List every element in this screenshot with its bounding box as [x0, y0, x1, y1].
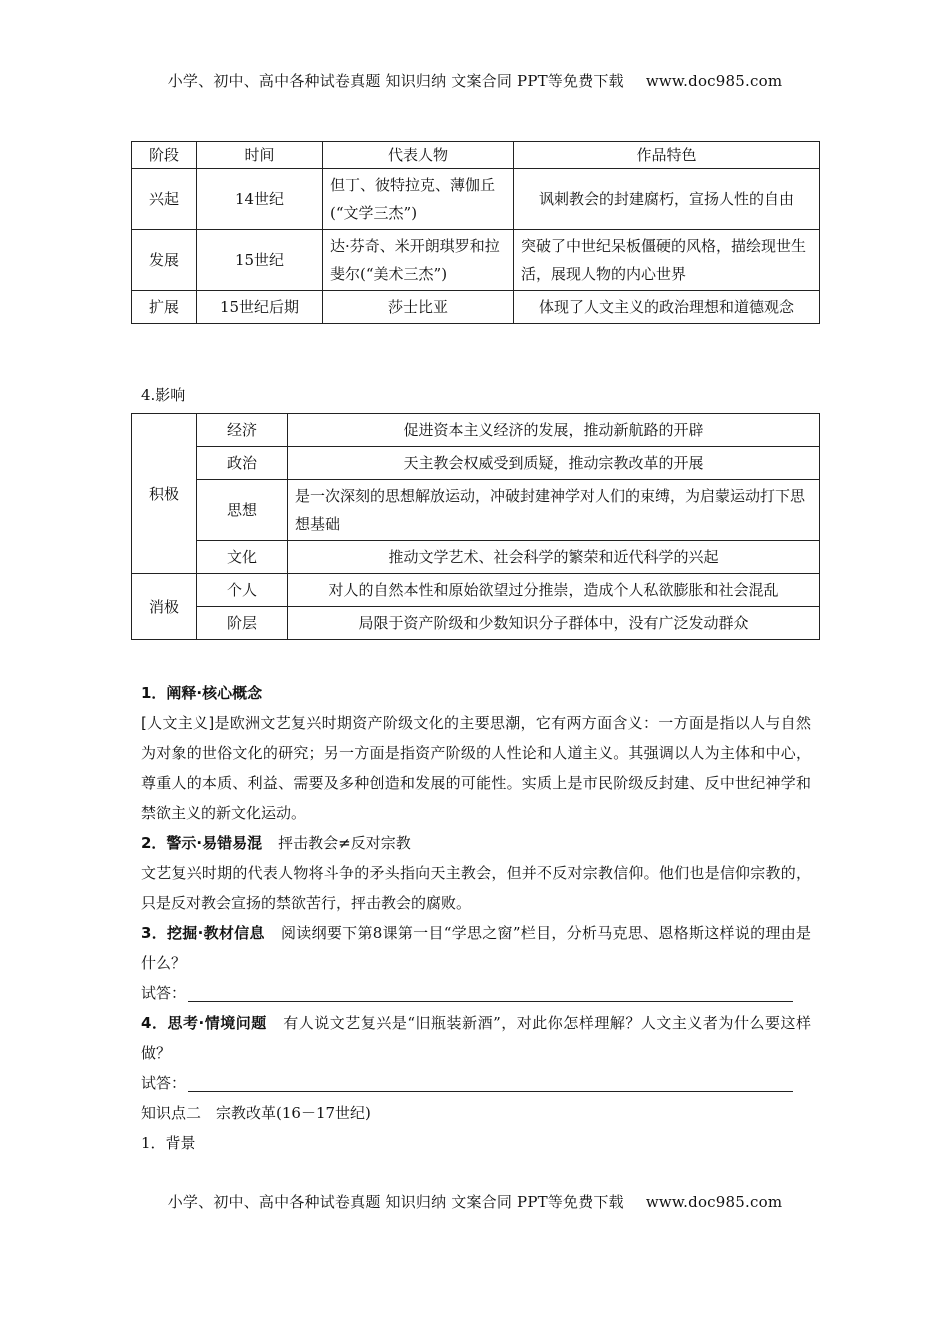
footer-text: 小学、初中、高中各种试卷真题 知识归纳 文案合同 PPT等免费下载	[167, 1193, 624, 1211]
table-header-row	[132, 142, 820, 169]
content-cell: 局限于资产阶级和少数知识分子群体中，没有广泛发动群众	[288, 607, 820, 640]
table-row	[132, 291, 820, 324]
item2-subtitle: 抨击教会≠反对宗教	[278, 834, 411, 852]
table-row	[132, 574, 820, 607]
item2-body: 文艺复兴时期的代表人物将斗争的矛头指向天主教会，但并不反对宗教信仰。他们也是信仰宗教的，只是反对教会宣扬的禁欲苦行，抨击教会的腐败。	[141, 864, 811, 912]
answer-label: 试答：	[141, 984, 187, 1002]
time-cell: 15世纪	[197, 230, 323, 291]
item2-title: 2．警示·易错易混	[141, 834, 263, 852]
section-influence-title: 4.影响	[141, 386, 186, 404]
time-cell: 14世纪	[197, 169, 323, 230]
aspect-cell: 政治	[197, 447, 288, 480]
content-cell: 对人的自然本性和原始欲望过分推崇，造成个人私欲膨胀和社会混乱	[288, 574, 820, 607]
feature-cell: 突破了中世纪呆板僵硬的风格，描绘现世生活，展现人物的内心世界	[514, 230, 820, 291]
item3-line	[141, 918, 811, 978]
content-cell: 是一次深刻的思想解放运动，冲破封建神学对人们的束缚，为启蒙运动打下思想基础	[288, 480, 820, 541]
answer-label: 试答：	[141, 1074, 187, 1092]
background-heading: 1．背景	[141, 1134, 196, 1152]
table-row	[132, 541, 820, 574]
knowledge-point-2: 知识点二 宗教改革(16－17世纪)	[141, 1104, 371, 1122]
time-cell: 15世纪后期	[197, 291, 323, 324]
item2-line	[141, 828, 811, 858]
item4-line	[141, 1008, 811, 1068]
stage-cell: 扩展	[132, 291, 197, 324]
feature-cell: 讽刺教会的封建腐朽，宣扬人性的自由	[514, 169, 820, 230]
item4-title: 4．思考·情境问题	[141, 1014, 267, 1032]
people-cell: 达·芬奇、米开朗琪罗和拉斐尔(“美术三杰”)	[323, 230, 514, 291]
header-cell: 代表人物	[323, 142, 514, 169]
study-notes	[141, 678, 811, 1158]
aspect-cell: 思想	[197, 480, 288, 541]
aspect-cell: 个人	[197, 574, 288, 607]
table-row	[132, 607, 820, 640]
footer-site: www.doc985.com	[645, 1193, 783, 1211]
stage-cell: 发展	[132, 230, 197, 291]
item4-body: 有人说文艺复兴是“旧瓶装新酒”，对此你怎样理解？人文主义者为什么要这样做？	[141, 1014, 812, 1062]
header-site: www.doc985.com	[645, 72, 783, 90]
page-header	[0, 70, 950, 91]
table-row	[132, 169, 820, 230]
table-row	[132, 480, 820, 541]
renaissance-stage-table	[131, 141, 820, 324]
answer-line-1	[141, 978, 811, 1008]
answer-blank-1[interactable]	[188, 983, 793, 1002]
header-text: 小学、初中、高中各种试卷真题 知识归纳 文案合同 PPT等免费下载	[167, 72, 624, 90]
answer-line-2	[141, 1068, 811, 1098]
answer-blank-2[interactable]	[188, 1073, 793, 1092]
stage-cell: 兴起	[132, 169, 197, 230]
content-cell: 促进资本主义经济的发展，推动新航路的开辟	[288, 414, 820, 447]
item3-title: 3．挖掘·教材信息	[141, 924, 265, 942]
people-cell: 莎士比亚	[323, 291, 514, 324]
content-cell: 推动文学艺术、社会科学的繁荣和近代科学的兴起	[288, 541, 820, 574]
people-cell: 但丁、彼特拉克、薄伽丘(“文学三杰”)	[323, 169, 514, 230]
header-cell: 作品特色	[514, 142, 820, 169]
aspect-cell: 文化	[197, 541, 288, 574]
page-footer	[0, 1191, 950, 1212]
content-cell: 天主教会权威受到质疑，推动宗教改革的开展	[288, 447, 820, 480]
positive-label: 积极	[132, 414, 197, 574]
influence-table	[131, 413, 820, 640]
table-row	[132, 230, 820, 291]
header-cell: 阶段	[132, 142, 197, 169]
negative-label: 消极	[132, 574, 197, 640]
aspect-cell: 经济	[197, 414, 288, 447]
item3-body: 阅读纲要下第8课第一目“学思之窗”栏目，分析马克思、恩格斯这样说的理由是什么？	[141, 924, 811, 972]
item1-title: 1．阐释·核心概念	[141, 684, 263, 702]
aspect-cell: 阶层	[197, 607, 288, 640]
table-row	[132, 447, 820, 480]
table-row	[132, 414, 820, 447]
header-cell: 时间	[197, 142, 323, 169]
feature-cell: 体现了人文主义的政治理想和道德观念	[514, 291, 820, 324]
item1-body: [人文主义]是欧洲文艺复兴时期资产阶级文化的主要思潮，它有两方面含义：一方面是指以人与自然为对象的世俗文化的研究；另一方面是指资产阶级的人性论和人道主义。其强调以人为主体和中心，尊重人的本质、利益、需要及多种创造和发展的可能性。实质上是市民阶级反封建、反中世纪神学和禁欲主义的新文化运动。	[141, 714, 811, 822]
